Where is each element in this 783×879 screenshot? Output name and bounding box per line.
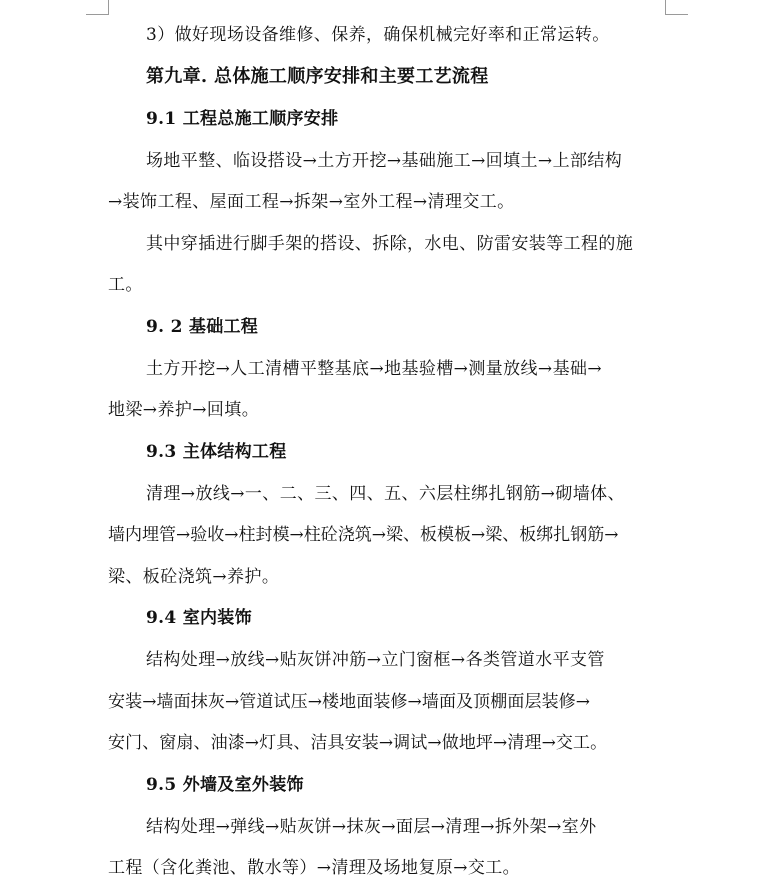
- section-heading-9-4: 9.4 室内装饰: [146, 608, 252, 628]
- paragraph-line: 清理→放线→一、二、三、四、五、六层柱绑扎钢筋→砌墙体、: [146, 484, 625, 504]
- section-heading-9-1: 9.1 工程总施工顺序安排: [146, 109, 339, 129]
- paragraph-line: 其中穿插进行脚手架的搭设、拆除，水电、防雷安装等工程的施: [146, 234, 634, 254]
- margin-corner-mark-left: [86, 0, 109, 15]
- paragraph-line: 地梁→养护→回填。: [108, 400, 260, 420]
- paragraph-line: 墙内埋管→验收→柱封模→柱砼浇筑→梁、板模板→梁、板绑扎钢筋→: [108, 525, 619, 545]
- section-heading-9-3: 9.3 主体结构工程: [146, 442, 287, 462]
- intro-item: 3）做好现场设备维修、保养，确保机械完好率和正常运转。: [146, 25, 610, 45]
- section-heading-9-5: 9.5 外墙及室外装饰: [146, 775, 304, 795]
- paragraph-line: 梁、板砼浇筑→养护。: [108, 567, 280, 587]
- paragraph-line: 工程（含化粪池、散水等）→清理及场地复原→交工。: [108, 858, 521, 878]
- margin-corner-mark-right: [665, 0, 688, 15]
- paragraph-line: →装饰工程、屋面工程→拆架→室外工程→清理交工。: [108, 192, 515, 212]
- paragraph-line: 安门、窗扇、油漆→灯具、洁具安装→调试→做地坪→清理→交工。: [108, 733, 608, 753]
- paragraph-line: 结构处理→弹线→贴灰饼→抹灰→面层→清理→拆外架→室外: [146, 817, 597, 837]
- paragraph-line: 工。: [108, 275, 143, 295]
- chapter-title: 第九章. 总体施工顺序安排和主要工艺流程: [146, 66, 489, 87]
- paragraph-line: 结构处理→放线→贴灰饼冲筋→立门窗框→各类管道水平支管: [146, 650, 605, 670]
- paragraph-line: 安装→墙面抹灰→管道试压→楼地面装修→墙面及顶棚面层装修→: [108, 692, 591, 712]
- paragraph-line: 土方开挖→人工清槽平整基底→地基验槽→测量放线→基础→: [146, 359, 603, 379]
- paragraph-line: 场地平整、临设搭设→土方开挖→基础施工→回填土→上部结构: [146, 151, 623, 171]
- section-heading-9-2: 9. 2 基础工程: [146, 317, 259, 337]
